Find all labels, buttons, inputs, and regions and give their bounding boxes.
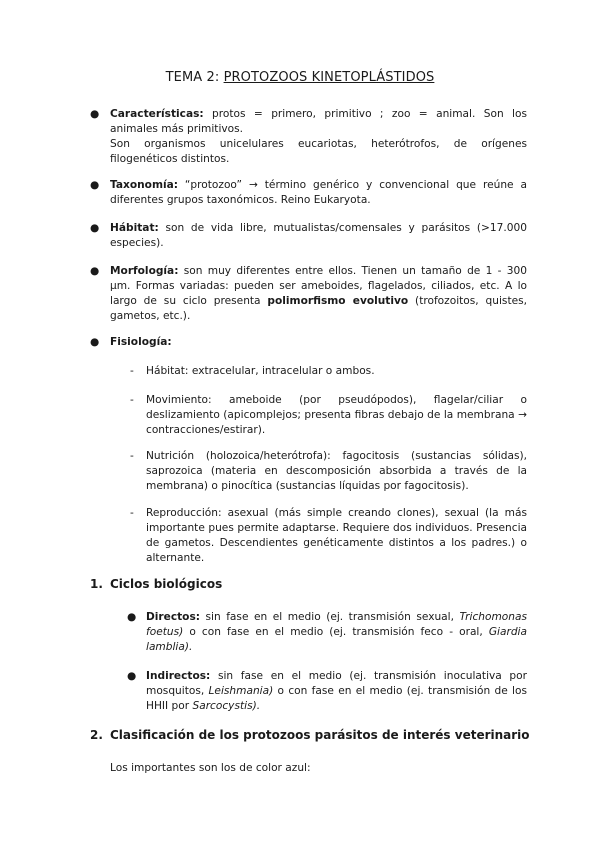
bullet-icon: ● (90, 222, 100, 234)
caracteristicas-label: Características: (110, 108, 204, 120)
habitat-text: son de vida libre, mutualistas/comensales y parásitos (>17.000 especies). (110, 222, 527, 249)
title-prefix: TEMA 2: (165, 70, 224, 85)
directos-paragraph: Directos: sin fase en el medio (ej. transmisión sexual, Trichomonas foetus) o con fase en el medio (ej. transmisión feco - oral, Giardia lamblia). (146, 611, 527, 653)
section-heading-clasificacion: Clasificación de los protozoos parásitos de interés veterinario (110, 728, 530, 742)
bullet-icon: ● (90, 265, 100, 277)
fisiologia-movimiento: Movimiento: ameboide (por pseudópodos), flagelar/ciliar o deslizamiento (apicomplejos; presenta fibras debajo de la membrana → contracciones/estirar). (146, 394, 527, 436)
dash-marker: - (130, 507, 134, 519)
dash-marker: - (130, 365, 134, 377)
caracteristicas-text: protos = primero, primitivo ; zoo = animal. Son los animales más primitivos. (110, 108, 527, 135)
dash-marker: - (130, 394, 134, 406)
morfologia-label: Morfología: (110, 265, 179, 277)
section-heading-ciclos: Ciclos biológicos (110, 577, 223, 591)
fisiologia-nutricion: Nutrición (holozoica/heterótrofa): fagocitosis (sustancias sólidas), saprozoica (materia en descomposición absorbida a través de la membrana) o pinocítica (sustancias líquidas por fagocitosis). (146, 450, 527, 492)
habitat-label: Hábitat: (110, 222, 159, 234)
habitat-paragraph (110, 221, 527, 251)
title-main: PROTOZOOS KINETOPLÁSTIDOS (223, 70, 435, 85)
bullet-icon: ● (90, 336, 100, 348)
indirectos-paragraph: Indirectos: sin fase en el medio (ej. transmisión inoculativa por mosquitos, Leishmania) o con fase en el medio (ej. transmisión de los HHII por Sarcocystis). (146, 670, 527, 712)
dash-marker: - (130, 450, 134, 462)
fisiologia-habitat: Hábitat: extracelular, intracelular o ambos. (146, 365, 375, 377)
taxonomia-label: Taxonomía: (110, 179, 178, 191)
bullet-icon: ● (90, 108, 100, 120)
caracteristicas-paragraph (110, 107, 527, 167)
morfologia-text: son muy diferentes entre ellos. Tienen un tamaño de 1 - 300 µm. Formas variadas: pueden ser ameboides, flagelados, ciliados, etc. A lo largo de su ciclo presenta (110, 265, 527, 307)
taxonomia-paragraph (110, 178, 527, 208)
section-number: 2. (90, 728, 103, 742)
caracteristicas-text-2: Son organismos unicelulares eucariotas, heterótrofos, de orígenes filogenéticos distintos. (110, 138, 527, 165)
taxonomia-text: “protozoo” → término genérico y convencional que reúne a diferentes grupos taxonómicos. Reino Eukaryota. (110, 179, 527, 206)
bullet-icon: ● (127, 611, 137, 623)
bullet-icon: ● (127, 670, 137, 682)
bullet-icon: ● (90, 179, 100, 191)
fisiologia-heading: Fisiología: (110, 336, 172, 348)
section2-intro: Los importantes son los de color azul: (110, 762, 311, 774)
morfologia-text-end: (trofozoitos, quistes, gametos, etc.). (110, 295, 527, 322)
section-number: 1. (90, 577, 103, 591)
page-title (0, 70, 600, 85)
morfologia-bold: polimorfismo evolutivo (267, 295, 409, 307)
fisiologia-reproduccion: Reproducción: asexual (más simple creando clones), sexual (la más importante pues permite adaptarse. Requiere dos individuos. Presencia de gametos. Descendientes genéticamente distintos a los padres.) o alternante. (146, 507, 527, 564)
morfologia-paragraph (110, 264, 527, 324)
